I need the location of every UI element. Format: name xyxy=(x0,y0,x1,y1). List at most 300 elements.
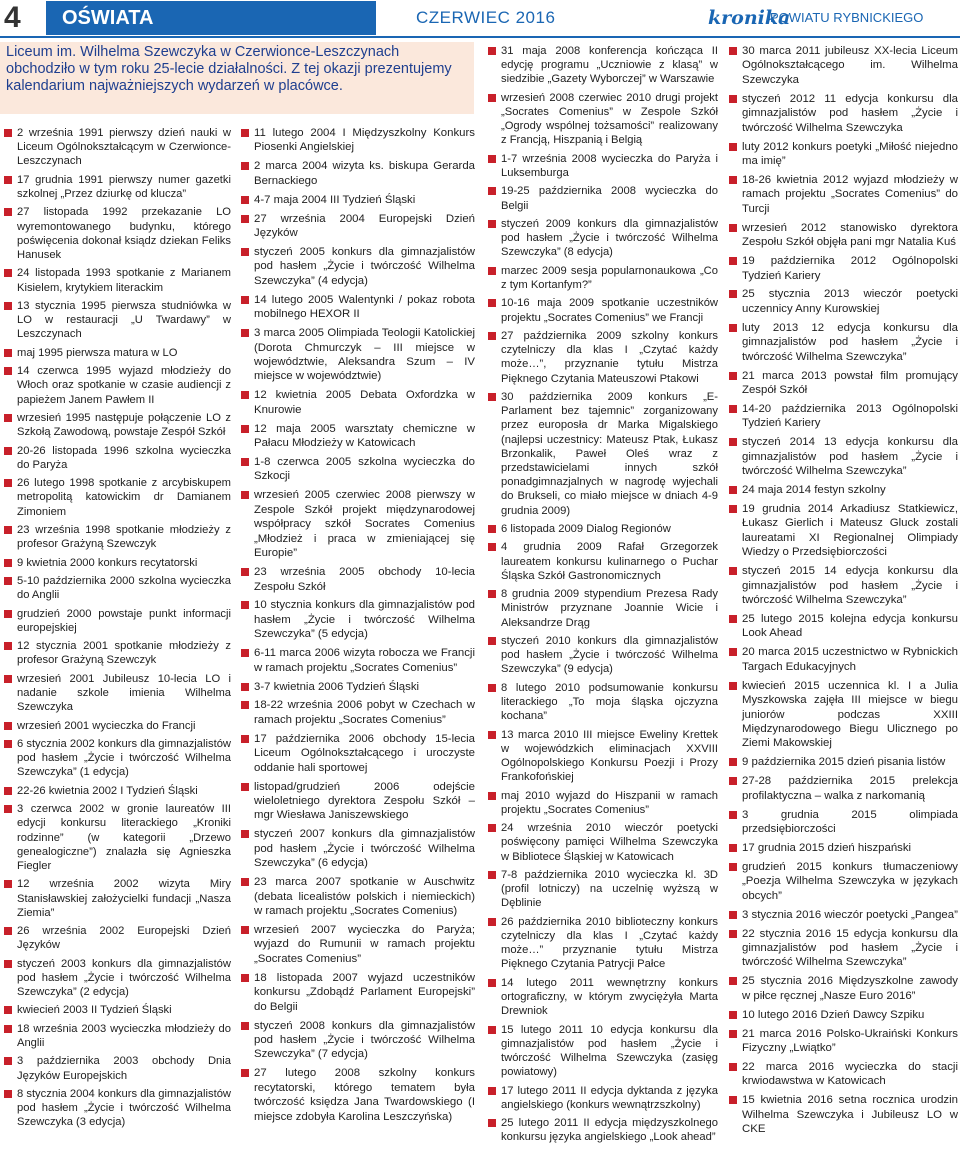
timeline-entry xyxy=(241,732,475,775)
timeline-entry xyxy=(4,574,231,602)
timeline-entry-text: 7-8 października 2010 wycieczka kl. 3D (profil lotniczy) na uczelnię wyższą w Dęblinie xyxy=(501,868,718,910)
timeline-entry-text: 13 stycznia 1995 pierwsza studniówka w LO w restauracji „U Twardawy” w Leszczynach xyxy=(17,299,231,341)
timeline-entry xyxy=(4,607,231,635)
timeline-entry-text: 14 lutego 2011 wewnętrzny konkurs ortograficzny, w którym zwyciężyła Marta Drewniok xyxy=(501,976,718,1018)
square-bullet-icon xyxy=(729,224,737,232)
timeline-column-4 xyxy=(729,44,958,1141)
timeline-entry xyxy=(729,435,958,478)
timeline-entry-text: 6-11 marca 2006 wizyta robocza we Francji w ramach projektu „Socrates Comenius” xyxy=(254,647,475,674)
timeline-entry xyxy=(488,587,718,630)
timeline-entry-text: 23 września 1998 spotkanie młodzieży z profesor Grażyną Szewczyk xyxy=(17,523,231,551)
timeline-entry-text: 17 grudnia 1991 pierwszy numer gazetki szkolnej „Przez dziurkę od klucza” xyxy=(17,173,231,200)
timeline-entry xyxy=(241,422,475,451)
timeline-entry-text: 27 listopada 1992 przekazanie LO wyremontowanego budynku, którego poświęcenia dokonał ksiądz dziekan Feliks Hanusek xyxy=(17,206,231,261)
timeline-entry xyxy=(4,444,231,472)
timeline-entry-text: 30 marca 2011 jubileusz XX-lecia Liceum Ogólnokształcącego im. Wilhelma Szewczyka xyxy=(742,45,958,86)
timeline-entry-text: 22 marca 2016 wycieczka do stacji krwiodawstwa w Katowicach xyxy=(742,1060,958,1088)
timeline-entry xyxy=(729,44,958,87)
timeline-entry xyxy=(488,789,718,817)
timeline-entry xyxy=(488,329,718,386)
timeline-entry xyxy=(4,523,231,551)
timeline-entry xyxy=(241,193,475,207)
timeline-column-2 xyxy=(241,126,475,1129)
timeline-entry xyxy=(4,266,231,294)
timeline-entry xyxy=(4,737,231,780)
timeline-entry-text: kwiecień 2015 uczennica kl. I a Julia Myszkowska zajęła III miejsce w biegu juniorów podczas XXIII Międzynarodowego Biegu Ulicznego po Ziemi Makowskiej xyxy=(742,679,958,750)
timeline-entry-text: 3-7 kwietnia 2006 Tydzień Śląski xyxy=(254,680,420,693)
timeline-entry xyxy=(729,140,958,169)
timeline-entry-text: styczeń 2014 13 edycja konkursu dla gimnazjalistów pod hasłem „Życie i twórczość Wilhelma Szewczyka” xyxy=(742,436,958,478)
timeline-entry xyxy=(488,217,718,260)
timeline-entry xyxy=(241,923,475,966)
square-bullet-icon xyxy=(488,220,496,228)
square-bullet-icon xyxy=(4,479,12,487)
timeline-entry xyxy=(729,679,958,751)
timeline-entry xyxy=(488,390,718,518)
timeline-entry-text: 3 czerwca 2002 w gronie laureatów III edycji konkursu literackiego „Kroniki rodzinne” (w kategorii „Drzewo genealogiczne”) znalazła się Agnieszka Fiegler xyxy=(17,803,231,872)
timeline-entry xyxy=(729,402,958,431)
intro-box: Liceum im. Wilhelma Szewczyka w Czerwioncе-Leszczynach obchodziło w tym roku 25-lecie działalności. Z tej okazji prezentujemy kalendarium najważniejszych wydarzeń w placówce. xyxy=(0,42,474,114)
square-bullet-icon xyxy=(4,367,12,375)
timeline-entry xyxy=(241,827,475,870)
square-bullet-icon xyxy=(729,777,737,785)
square-bullet-icon xyxy=(488,187,496,195)
page-header xyxy=(0,0,960,36)
timeline-entry-text: 19 grudnia 2014 Arkadiusz Statkiewicz, Łukasz Gierlich i Mateusz Gluck zostali laureatami XI Regionalnej Olimpiady Wiedzy o Przedsiębiorczości xyxy=(742,502,958,559)
timeline-entry-text: 18 listopada 2007 wyjazd uczestników konkursu „Zdobądź Parlament Europejski” do Belgii xyxy=(254,971,475,1013)
timeline-entry-text: luty 2013 12 edycja konkursu dla gimnazjalistów pod hasłem „Życie i twórczość Wilhelma Szewczyka” xyxy=(742,321,958,363)
timeline-entry-text: wrzesień 2005 czerwiec 2008 pierwszy w Zespole Szkół projekt międzynarodowej współpracy szkół Socrates Comenius „Młodzież i praca w zmieniającej się Europie” xyxy=(254,489,475,560)
timeline-entry xyxy=(729,483,958,497)
timeline-entry-text: 2 marca 2004 wizyta ks. biskupa Gerarda Bernackiego xyxy=(254,160,475,187)
square-bullet-icon xyxy=(729,615,737,623)
square-bullet-icon xyxy=(4,927,12,935)
timeline-entry xyxy=(729,1027,958,1056)
timeline-entry-text: 6 listopada 2009 Dialog Regionów xyxy=(501,522,671,535)
timeline-entry-text: grudzień 2000 powstaje punkt informacji europejskiej xyxy=(17,607,231,634)
timeline-entry xyxy=(488,976,718,1019)
timeline-entry-text: styczeń 2010 konkurs dla gimnazjalistów pod hasłem „Życie i twórczość Wilhelma Szewczyka” (9 edycja) xyxy=(501,634,718,676)
timeline-entry-text: 17 lutego 2011 II edycja dyktanda z języka angielskiego (konkurs wewnątrzszkolny) xyxy=(501,1084,718,1111)
square-bullet-icon xyxy=(729,1030,737,1038)
square-bullet-icon xyxy=(729,1096,737,1104)
square-bullet-icon xyxy=(4,176,12,184)
square-bullet-icon xyxy=(4,1090,12,1098)
timeline-entry-text: 26 października 2010 biblioteczny konkurs czytelniczy dla klas I „Czytać każdy może…” przyznanie tytułu Mistrza Pięknego Czytania Patrycji Pałce xyxy=(501,915,718,971)
timeline-entry-text: 24 września 2010 wieczór poetycki poświęcony pamięci Wilhelma Szewczyka w Bibliotece Śląskiej w Katowicach xyxy=(501,822,718,863)
timeline-entry-text: wrzesień 2012 stanowisko dyrektora Zespołu Szkół objęła pani mgr Natalia Kuś xyxy=(742,221,958,249)
timeline-entry xyxy=(488,1116,718,1144)
square-bullet-icon xyxy=(4,129,12,137)
timeline-entry xyxy=(729,908,958,922)
square-bullet-icon xyxy=(4,1025,12,1033)
square-bullet-icon xyxy=(729,682,737,690)
timeline-entry-text: 2 września 1991 pierwszy dzień nauki w Liceum Ogólnokształcącym w Czerwionce-Leszczynach xyxy=(17,127,231,168)
timeline-entry xyxy=(729,254,958,283)
timeline-entry-text: 5-10 października 2000 szkolna wycieczka do Anglii xyxy=(17,574,231,602)
timeline-entry xyxy=(241,388,475,417)
timeline-entry-text: 15 lutego 2011 10 edycja konkursu dla gimnazjalistów pod hasłem „Życie i twórczość Wilhelma Szewczyka (zasięg powiatowy) xyxy=(501,1023,718,1079)
timeline-entry xyxy=(4,364,231,407)
timeline-entry xyxy=(729,755,958,769)
timeline-entry-text: 23 września 2005 obchody 10-lecia Zespołu Szkół xyxy=(254,566,475,593)
square-bullet-icon xyxy=(241,783,249,791)
timeline-entry xyxy=(4,957,231,1000)
issue-date: CZERWIEC 2016 xyxy=(416,8,556,27)
timeline-entry-text: 10 stycznia konkurs dla gimnazjalistów pod hasłem „Życie i twórczość Wilhelma Szewczyka” (5 edycja) xyxy=(254,599,475,641)
timeline-entry xyxy=(488,1084,718,1112)
timeline-entry-text: styczeń 2008 konkurs dla gimnazjalistów pod hasłem „Życie i twórczość Wilhelma Szewczyka” (7 edycja) xyxy=(254,1019,475,1061)
square-bullet-icon xyxy=(488,299,496,307)
timeline-entry xyxy=(729,841,958,855)
timeline-entry-text: 15 kwietnia 2016 setna rocznica urodzin Wilhelma Szewczyka i Jubileusz LO w CKE xyxy=(742,1094,958,1136)
square-bullet-icon xyxy=(241,425,249,433)
timeline-entry xyxy=(729,173,958,216)
timeline-entry xyxy=(488,728,718,785)
timeline-entry xyxy=(4,173,231,201)
square-bullet-icon xyxy=(241,1022,249,1030)
timeline-entry-text: 14 czerwca 1995 wyjazd młodzieży do Włoch oraz spotkanie w czasie audiencji z papieżem Janem Pawłem II xyxy=(17,365,231,406)
timeline-entry xyxy=(241,126,475,155)
square-bullet-icon xyxy=(4,526,12,534)
timeline-entry xyxy=(241,1066,475,1124)
square-bullet-icon xyxy=(4,269,12,277)
timeline-entry-text: listopad/grudzień 2006 odejście wieloletniego dyrektora Zespołu Szkół – mgr Wiesława Janiszewskiego xyxy=(254,780,475,822)
square-bullet-icon xyxy=(4,675,12,683)
timeline-entry-text: 19 października 2012 Ogólnopolski Tydzień Kariery xyxy=(742,255,958,282)
square-bullet-icon xyxy=(488,267,496,275)
timeline-entry-text: 17 grudnia 2015 dzień hiszpański xyxy=(742,841,912,854)
square-bullet-icon xyxy=(729,47,737,55)
timeline-entry-text: 14-20 października 2013 Ogólnopolski Tydzień Kariery xyxy=(742,402,958,430)
timeline-entry-text: 19-25 października 2008 wycieczka do Belgii xyxy=(501,185,718,212)
timeline-entry-text: 12 kwietnia 2005 Debata Oxfordzka w Knurowie xyxy=(254,389,475,416)
timeline-entry xyxy=(488,868,718,911)
timeline-entry xyxy=(488,91,718,148)
square-bullet-icon xyxy=(4,208,12,216)
square-bullet-icon xyxy=(729,567,737,575)
square-bullet-icon xyxy=(488,94,496,102)
timeline-entry xyxy=(241,971,475,1014)
square-bullet-icon xyxy=(4,414,12,422)
timeline-entry xyxy=(241,326,475,384)
timeline-entry xyxy=(729,808,958,837)
square-bullet-icon xyxy=(488,332,496,340)
timeline-entry-text: styczeń 2012 11 edycja konkursu dla gimnazjalistów pod hasłem „Życie i twórczość Wilhelma Szewczyka xyxy=(742,92,958,134)
timeline-entry-text: 6 stycznia 2002 konkurs dla gimnazjalistów pod hasłem „Życie i twórczość Wilhelma Szewczyka” (1 edycja) xyxy=(17,737,231,779)
square-bullet-icon xyxy=(488,979,496,987)
timeline-entry xyxy=(4,556,231,570)
timeline-entry xyxy=(488,540,718,583)
timeline-entry xyxy=(729,974,958,1003)
square-bullet-icon xyxy=(241,649,249,657)
timeline-entry xyxy=(241,698,475,727)
timeline-entry xyxy=(241,455,475,484)
square-bullet-icon xyxy=(241,601,249,609)
timeline-entry-text: 30 października 2009 konkurs „E-Parlament bez tajemnic” zorganizowany przez europosła dr Marka Migalskiego (najlepsi uczestnicy: Mateusz Ptak, Łukasz Brzonkalik, Paweł Oleś wraz z przedstawicielami innych szkół ponadgimnazjalnych w nagrodę wyjechali do Brukseli, co miało miejsce w dniach 4-9 grudnia 2009) xyxy=(501,390,718,517)
square-bullet-icon xyxy=(4,1057,12,1065)
square-bullet-icon xyxy=(241,735,249,743)
publication-region: POWIATU RYBNICKIEGO xyxy=(770,10,924,25)
square-bullet-icon xyxy=(488,155,496,163)
timeline-entry-text: styczeń 2005 konkurs dla gimnazjalistów pod hasłem „Życie i twórczość Wilhelma Szewczyka” (4 edycja) xyxy=(254,245,475,287)
square-bullet-icon xyxy=(488,525,496,533)
square-bullet-icon xyxy=(488,918,496,926)
timeline-entry xyxy=(4,784,231,798)
timeline-entry xyxy=(4,299,231,342)
square-bullet-icon xyxy=(4,805,12,813)
square-bullet-icon xyxy=(729,95,737,103)
timeline-entry xyxy=(241,212,475,241)
square-bullet-icon xyxy=(488,731,496,739)
timeline-entry xyxy=(241,488,475,560)
square-bullet-icon xyxy=(4,1006,12,1014)
timeline-entry xyxy=(729,1008,958,1022)
timeline-entry-text: 9 października 2015 dzień pisania listów xyxy=(742,756,946,769)
timeline-entry xyxy=(4,719,231,733)
timeline-entry xyxy=(729,92,958,135)
timeline-entry-text: 18-22 września 2006 pobyt w Czechach w ramach projektu „Socrates Comenius” xyxy=(254,699,475,726)
timeline-column-3 xyxy=(488,44,718,1149)
timeline-entry-text: 8 grudnia 2009 stypendium Prezesa Rady Ministrów przyznane Joannie Wicie i Aleksandrze Drąg xyxy=(501,588,718,629)
square-bullet-icon xyxy=(4,642,12,650)
timeline-entry xyxy=(4,802,231,873)
timeline-entry xyxy=(729,564,958,607)
timeline-entry xyxy=(241,875,475,918)
square-bullet-icon xyxy=(729,290,737,298)
square-bullet-icon xyxy=(4,787,12,795)
timeline-entry-text: marzec 2009 sesja popularnonaukowa „Co z tym Kortanfym?” xyxy=(501,264,718,291)
timeline-entry xyxy=(488,681,718,724)
timeline-entry-text: 21 marca 2013 powstał film promujący Zespół Szkół xyxy=(742,369,958,397)
timeline-entry xyxy=(488,44,718,87)
timeline-entry-text: maj 2010 wyjazd do Hiszpanii w ramach projektu „Socrates Comenius” xyxy=(501,789,718,816)
timeline-entry-text: styczeń 2015 14 edycja konkursu dla gimnazjalistów pod hasłem „Życie i twórczość Wilhelma Szewczyka” xyxy=(742,565,958,607)
timeline-entry xyxy=(4,411,231,439)
timeline-entry-text: styczeń 2007 konkurs dla gimnazjalistów pod hasłem „Życie i twórczość Wilhelma Szewczyka” (6 edycja) xyxy=(254,828,475,870)
square-bullet-icon xyxy=(729,505,737,513)
timeline-entry xyxy=(4,1087,231,1130)
square-bullet-icon xyxy=(4,722,12,730)
timeline-entry xyxy=(241,293,475,322)
timeline-entry-text: 3 października 2003 obchody Dnia Języków Europejskich xyxy=(17,1055,231,1082)
timeline-entry-text: 9 kwietnia 2000 konkurs recytatorski xyxy=(17,556,198,569)
square-bullet-icon xyxy=(729,930,737,938)
timeline-entry xyxy=(488,296,718,324)
square-bullet-icon xyxy=(241,926,249,934)
timeline-entry-text: 3 stycznia 2016 wieczór poetycki „Pangea” xyxy=(742,908,958,921)
timeline-entry xyxy=(241,780,475,823)
timeline-entry-text: 12 września 2002 wizyta Miry Stanisławskiej założycielki fundacji „Nasza Ziemia” xyxy=(17,878,231,919)
timeline-entry-text: 13 marca 2010 III miejsce Eweliny Krettek w wojewódzkich eliminacjach XXVIII Ogólnopolskiego Konkursu Poezji i Prozy Frankofońskiej xyxy=(501,728,718,784)
timeline-entry-text: wrzesień 2007 wycieczka do Paryża; wyjazd do Rumunii w ramach projektu „Socrates Comenius” xyxy=(254,923,475,965)
timeline-entry-text: kwiecień 2003 II Tydzień Śląski xyxy=(17,1004,172,1017)
timeline-entry xyxy=(4,346,231,360)
square-bullet-icon xyxy=(729,257,737,265)
square-bullet-icon xyxy=(488,637,496,645)
square-bullet-icon xyxy=(729,758,737,766)
timeline-entry xyxy=(729,645,958,674)
square-bullet-icon xyxy=(729,811,737,819)
square-bullet-icon xyxy=(729,977,737,985)
square-bullet-icon xyxy=(241,129,249,137)
timeline-entry-text: 26 lutego 1998 spotkanie z arcybiskupem metropolitą katowickim dr Damianem Zimoniem xyxy=(17,477,231,518)
timeline-entry-text: 27 września 2004 Europejski Dzień Języków xyxy=(254,212,475,240)
section-title: OŚWIATA xyxy=(46,1,376,35)
square-bullet-icon xyxy=(4,577,12,585)
square-bullet-icon xyxy=(241,215,249,223)
square-bullet-icon xyxy=(729,844,737,852)
timeline-entry xyxy=(729,927,958,970)
timeline-entry-text: 8 stycznia 2004 konkurs dla gimnazjalistów pod hasłem „Życie i twórczość Wilhelma Szewczyka (3 edycja) xyxy=(17,1088,231,1129)
timeline-entry xyxy=(241,159,475,188)
timeline-entry xyxy=(4,639,231,667)
timeline-entry-text: wrzesień 2001 Jubileusz 10-lecia LO i nadanie szkole imienia Wilhelma Szewczyka xyxy=(17,672,231,714)
square-bullet-icon xyxy=(488,824,496,832)
timeline-entry-text: 27-28 października 2015 prelekcja profilaktyczna – walka z narkomanią xyxy=(742,775,958,802)
timeline-entry xyxy=(488,184,718,212)
square-bullet-icon xyxy=(729,911,737,919)
timeline-entry-text: 20-26 listopada 1996 szkolna wycieczka do Paryża xyxy=(17,444,231,471)
square-bullet-icon xyxy=(4,349,12,357)
header-rule xyxy=(0,36,960,38)
timeline-entry-text: 31 maja 2008 konferencja kończąca II edycję programu „Uczniowie z klasą” w siedzibie „Gazety Wyborczej” w Warszawie xyxy=(501,45,718,86)
timeline-entry-text: 1-8 czerwca 2005 szkolna wycieczka do Szkocji xyxy=(254,456,475,483)
timeline-entry-text: 11 lutego 2004 I Międzyszkolny Konkurs Piosenki Angielskiej xyxy=(254,127,475,154)
timeline-entry xyxy=(4,672,231,715)
timeline-entry xyxy=(4,126,231,169)
square-bullet-icon xyxy=(241,974,249,982)
square-bullet-icon xyxy=(729,438,737,446)
timeline-entry xyxy=(488,634,718,677)
timeline-entry-text: 25 stycznia 2016 Międzyszkolne zawody w piłce ręcznej „Nasze Euro 2016” xyxy=(742,975,958,1002)
square-bullet-icon xyxy=(241,683,249,691)
timeline-entry xyxy=(4,1022,231,1050)
timeline-entry-text: 4 grudnia 2009 Rafał Grzegorzek laureatem konkursu kulinarnego o Puchar Śląska Szkół Gastronomicznych xyxy=(501,541,718,582)
timeline-entry xyxy=(729,321,958,364)
timeline-entry xyxy=(729,774,958,803)
timeline-entry-text: wrzesień 2001 wycieczka do Francji xyxy=(17,719,196,732)
square-bullet-icon xyxy=(241,1069,249,1077)
timeline-entry xyxy=(729,860,958,903)
timeline-entry xyxy=(729,1060,958,1089)
timeline-entry-text: 1-7 września 2008 wycieczka do Paryża i Luksemburga xyxy=(501,152,718,179)
square-bullet-icon xyxy=(4,559,12,567)
timeline-entry-text: 12 stycznia 2001 spotkanie młodzieży z profesor Grażyną Szewczyk xyxy=(17,640,231,667)
square-bullet-icon xyxy=(488,684,496,692)
square-bullet-icon xyxy=(4,880,12,888)
timeline-entry-text: 8 lutego 2010 podsumowanie konkursu literackiego „To moja śląska ojczyzna kochana” xyxy=(501,681,718,723)
timeline-entry xyxy=(729,369,958,398)
publication-logo: kronika xyxy=(708,7,791,29)
square-bullet-icon xyxy=(488,590,496,598)
square-bullet-icon xyxy=(729,863,737,871)
square-bullet-icon xyxy=(488,543,496,551)
timeline-entry-text: 24 maja 2014 festyn szkolny xyxy=(742,484,886,497)
timeline-entry-text: 17 października 2006 obchody 15-lecia Liceum Ogólnokształcącego i uroczyste oddanie hali sportowej xyxy=(254,732,475,774)
square-bullet-icon xyxy=(4,960,12,968)
timeline-entry xyxy=(488,915,718,972)
timeline-entry xyxy=(729,221,958,250)
timeline-entry-text: 23 marca 2007 spotkanie w Auschwitz (debata licealistów polskich i niemieckich) w ramach projektu „Socrates Comenius) xyxy=(254,876,475,918)
square-bullet-icon xyxy=(729,372,737,380)
timeline-entry-text: 25 stycznia 2013 wieczór poetycki uczennicy Anny Kurowskiej xyxy=(742,288,958,315)
timeline-entry-text: 14 lutego 2005 Walentynki / pokaz robota mobilnego HEXOR II xyxy=(254,293,475,321)
timeline-entry-text: 18-26 kwietnia 2012 wyjazd młodzieży w ramach projektu „Socrates Comenius” do Turcji xyxy=(742,173,958,215)
timeline-entry xyxy=(729,612,958,641)
square-bullet-icon xyxy=(241,329,249,337)
timeline-entry-text: styczeń 2003 konkurs dla gimnazjalistów pod hasłem „Życie i twórczość Wilhelma Szewczyka” (2 edycja) xyxy=(17,957,231,999)
square-bullet-icon xyxy=(729,1063,737,1071)
timeline-entry xyxy=(4,877,231,920)
timeline-entry-text: 25 lutego 2015 kolejna edycja konkursu Look Ahead xyxy=(742,612,958,640)
timeline-entry-text: 12 maja 2005 warsztaty chemiczne w Pałacu Młodzieży w Katowicach xyxy=(254,422,475,450)
timeline-entry-text: 22 stycznia 2016 15 edycja konkursu dla gimnazjalistów pod hasłem „Życie i twórczość Wilhelma Szewczyka” xyxy=(742,927,958,969)
square-bullet-icon xyxy=(4,610,12,618)
square-bullet-icon xyxy=(488,393,496,401)
timeline-entry-text: 27 lutego 2008 szkolny konkurs recytatorski, którego tematem była twórczość księdza Jana Twardowskiego (I miejsce zdobyła Karolina Leszczyńska) xyxy=(254,1067,475,1123)
timeline-entry xyxy=(241,245,475,288)
timeline-column-1 xyxy=(4,126,231,1134)
timeline-entry-text: 22-26 kwietnia 2002 I Tydzień Śląski xyxy=(17,784,198,797)
square-bullet-icon xyxy=(488,871,496,879)
timeline-entry xyxy=(4,205,231,262)
square-bullet-icon xyxy=(4,740,12,748)
timeline-entry-text: 25 lutego 2011 II edycja międzyszkolnego konkursu języka angielskiego „Look ahead” xyxy=(501,1117,718,1144)
timeline-entry-text: 20 marca 2015 uczestnictwo w Rybnickich Targach Edukacyjnych xyxy=(742,646,958,673)
timeline-entry-text: 4-7 maja 2004 III Tydzień Śląski xyxy=(254,193,416,206)
timeline-entry xyxy=(729,502,958,560)
page-number: 4 xyxy=(4,1,21,34)
timeline-entry xyxy=(241,598,475,641)
timeline-entry-text: 3 grudnia 2015 olimpiada przedsiębiorczości xyxy=(742,808,958,836)
timeline-entry-text: grudzień 2015 konkurs tłumaczeniowy „Poezja Wilhelma Szewczyka w językach obcych” xyxy=(742,860,958,902)
square-bullet-icon xyxy=(488,792,496,800)
timeline-entry xyxy=(4,1054,231,1082)
timeline-entry xyxy=(4,1003,231,1017)
square-bullet-icon xyxy=(241,458,249,466)
square-bullet-icon xyxy=(729,405,737,413)
square-bullet-icon xyxy=(4,302,12,310)
timeline-entry-text: 10-16 maja 2009 spotkanie uczestników projektu „Socrates Comenius” we Francji xyxy=(501,297,718,324)
square-bullet-icon xyxy=(241,391,249,399)
square-bullet-icon xyxy=(4,447,12,455)
square-bullet-icon xyxy=(729,648,737,656)
timeline-entry xyxy=(4,924,231,952)
square-bullet-icon xyxy=(241,568,249,576)
timeline-entry-text: 3 marca 2005 Olimpiada Teologii Katolickiej (Dorota Chmurczyk – III miejsce w województwie, Aleksandra Szum – IV miejsce w województwie) xyxy=(254,327,475,383)
timeline-entry xyxy=(241,680,475,694)
square-bullet-icon xyxy=(241,162,249,170)
square-bullet-icon xyxy=(488,1119,496,1127)
square-bullet-icon xyxy=(729,1011,737,1019)
timeline-entry xyxy=(729,287,958,316)
timeline-entry-text: styczeń 2009 konkurs dla gimnazjalistów pod hasłem „Życie i twórczość Wilhelma Szewczyka” (8 edycja) xyxy=(501,217,718,259)
square-bullet-icon xyxy=(488,1087,496,1095)
timeline-entry xyxy=(4,476,231,519)
square-bullet-icon xyxy=(729,176,737,184)
square-bullet-icon xyxy=(241,491,249,499)
timeline-entry-text: wrzesień 2008 czerwiec 2010 drugi projekt „Socrates Comenius” w Zespole Szkół „Ogrody wspólnej tożsamości” realizowany z Francją, Hiszpanią i Belgią xyxy=(501,91,718,147)
square-bullet-icon xyxy=(241,296,249,304)
timeline-entry-text: 10 lutego 2016 Dzień Dawcy Szpiku xyxy=(742,1008,925,1021)
timeline-entry xyxy=(488,1023,718,1080)
timeline-entry xyxy=(241,1019,475,1062)
square-bullet-icon xyxy=(729,486,737,494)
timeline-entry-text: 24 listopada 1993 spotkanie z Marianem Kisielem, krytykiem literackim xyxy=(17,267,231,294)
timeline-entry xyxy=(488,264,718,292)
timeline-entry-text: 21 marca 2016 Polsko-Ukraiński Konkurs Fizyczny „Lwiątko” xyxy=(742,1027,958,1055)
